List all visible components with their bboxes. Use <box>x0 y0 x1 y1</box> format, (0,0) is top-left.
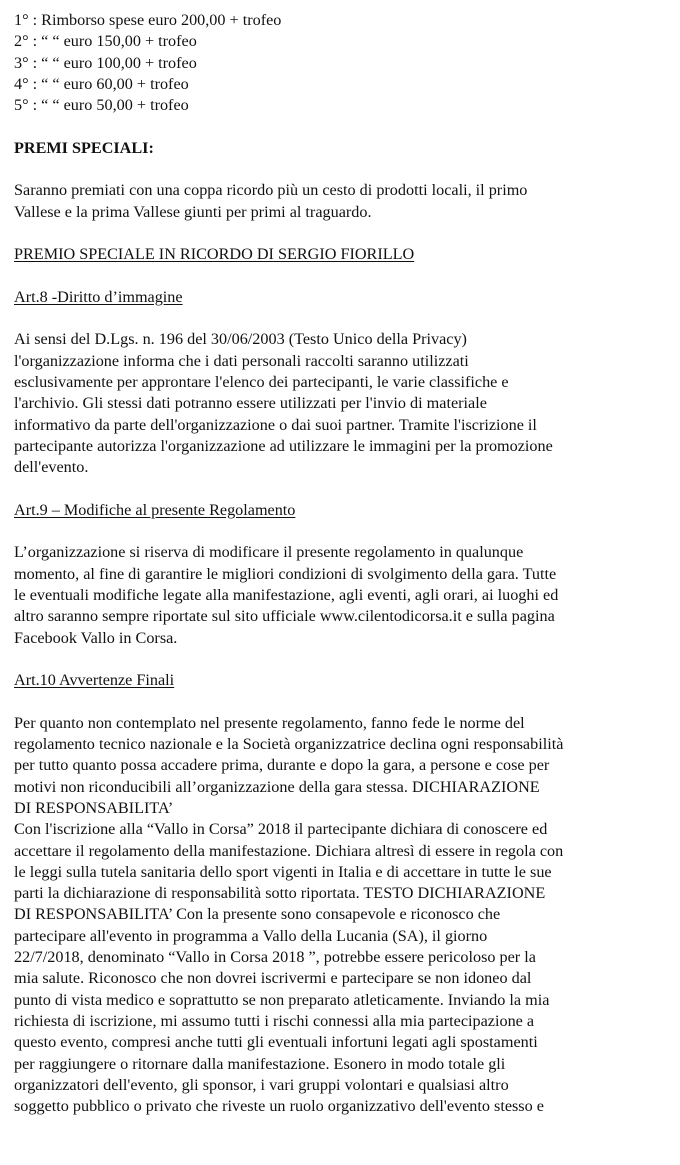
prize-list <box>14 10 676 116</box>
paragraph-line: per tutto quanto possa accadere prima, durante e dopo la gara, a persone e cose per <box>14 756 550 775</box>
paragraph-line: per raggiungere o ritornare dalla manifestazione. Esonero in modo totale gli <box>14 1054 506 1073</box>
paragraph-line: Saranno premiati con una coppa ricordo più un cesto di prodotti locali, il primo <box>14 181 528 200</box>
paragraph-line: le eventuali modifiche legate alla manifestazione, agli eventi, agli orari, ai luoghi ed <box>14 586 559 605</box>
paragraph-line: informativo da parte dell'organizzazione o dai suoi partner. Tramite l'iscrizione il <box>14 415 537 434</box>
special-prizes-text <box>14 180 676 223</box>
memorial-prize-heading: PREMIO SPECIALE IN RICORDO DI SERGIO FIORILLO <box>14 245 415 264</box>
paragraph-line: L’organizzazione si riserva di modificare il presente regolamento in qualunque <box>14 543 524 562</box>
special-prizes-heading: PREMI SPECIALI: <box>14 138 154 157</box>
paragraph-line: Vallese e la prima Vallese giunti per primi al traguardo. <box>14 202 372 221</box>
paragraph-line: punto di vista medico e soprattutto se non preparato atleticamente. Inviando la mia <box>14 990 550 1009</box>
art8-heading: Art.8 -Diritto d’immagine <box>14 287 183 306</box>
paragraph-line: soggetto pubblico o privato che riveste un ruolo organizzativo dell'evento stesso e <box>14 1097 544 1116</box>
prize-line: 2° : “ “ euro 150,00 + trofeo <box>14 32 197 51</box>
paragraph-line: l'organizzazione informa che i dati personali raccolti saranno utilizzati <box>14 351 469 370</box>
paragraph-line: momento, al fine di garantire le migliori condizioni di svolgimento della gara. Tutte <box>14 564 557 583</box>
art10-paragraph <box>14 713 676 1118</box>
paragraph-line: le leggi sulla tutela sanitaria dello sport vigenti in Italia e di accettare in tutte le sue <box>14 862 552 881</box>
paragraph-line: l'archivio. Gli stessi dati potranno essere utilizzati per l'invio di materiale <box>14 394 487 413</box>
paragraph-line: motivi non riconducibili all’organizzazione della gara stessa. DICHIARAZIONE <box>14 777 540 796</box>
paragraph-line: regolamento tecnico nazionale e la Società organizzatrice declina ogni responsabilità <box>14 735 564 754</box>
paragraph-line: partecipare all'evento in programma a Vallo della Lucania (SA), il giorno <box>14 926 488 945</box>
paragraph-line: DI RESPONSABILITA’ Con la presente sono consapevole e riconosco che <box>14 905 501 924</box>
paragraph-line: Facebook Vallo in Corsa. <box>14 628 178 647</box>
paragraph-line: altro saranno sempre riportate sul sito ufficiale www.cilentodicorsa.it e sulla pagina <box>14 607 555 626</box>
paragraph-line: esclusivamente per approntare l'elenco dei partecipanti, le varie classifiche e <box>14 373 509 392</box>
paragraph-line: accettare il regolamento della manifestazione. Dichiara altresì di essere in regola con <box>14 841 564 860</box>
prize-line: 4° : “ “ euro 60,00 + trofeo <box>14 74 189 93</box>
paragraph-line: mia salute. Riconosco che non dovrei iscrivermi e partecipare se non idoneo dal <box>14 969 532 988</box>
paragraph-line: parti la dichiarazione di responsabilità sotto riportata. TESTO DICHIARAZIONE <box>14 884 546 903</box>
art8-paragraph <box>14 329 676 478</box>
prize-line: 5° : “ “ euro 50,00 + trofeo <box>14 96 189 115</box>
paragraph-line: Per quanto non contemplato nel presente regolamento, fanno fede le norme del <box>14 713 525 732</box>
paragraph-line: questo evento, compresi anche tutti gli eventuali infortuni legati agli spostamenti <box>14 1033 538 1052</box>
paragraph-line: Con l'iscrizione alla “Vallo in Corsa” 2018 il partecipante dichiara di conoscere ed <box>14 820 548 839</box>
art9-paragraph <box>14 542 676 648</box>
paragraph-line: Ai sensi del D.Lgs. n. 196 del 30/06/2003 (Testo Unico della Privacy) <box>14 330 467 349</box>
prize-line: 3° : “ “ euro 100,00 + trofeo <box>14 53 197 72</box>
art10-heading: Art.10 Avvertenze Finali <box>14 671 175 690</box>
art9-heading: Art.9 – Modifiche al presente Regolamento <box>14 500 296 519</box>
paragraph-line: organizzatori dell'evento, gli sponsor, i vari gruppi volontari e qualsiasi altro <box>14 1075 509 1094</box>
paragraph-line: DI RESPONSABILITA’ <box>14 798 174 817</box>
prize-line: 1° : Rimborso spese euro 200,00 + trofeo <box>14 11 282 29</box>
paragraph-line: partecipante autorizza l'organizzazione ad utilizzare le immagini per la promozione <box>14 436 553 455</box>
document-page <box>14 10 676 1117</box>
paragraph-line: dell'evento. <box>14 458 89 477</box>
paragraph-line: 22/7/2018, denominato “Vallo in Corsa 2018 ”, potrebbe essere pericoloso per la <box>14 948 536 967</box>
paragraph-line: richiesta di iscrizione, mi assumo tutti i rischi connessi alla mia partecipazione a <box>14 1011 535 1030</box>
